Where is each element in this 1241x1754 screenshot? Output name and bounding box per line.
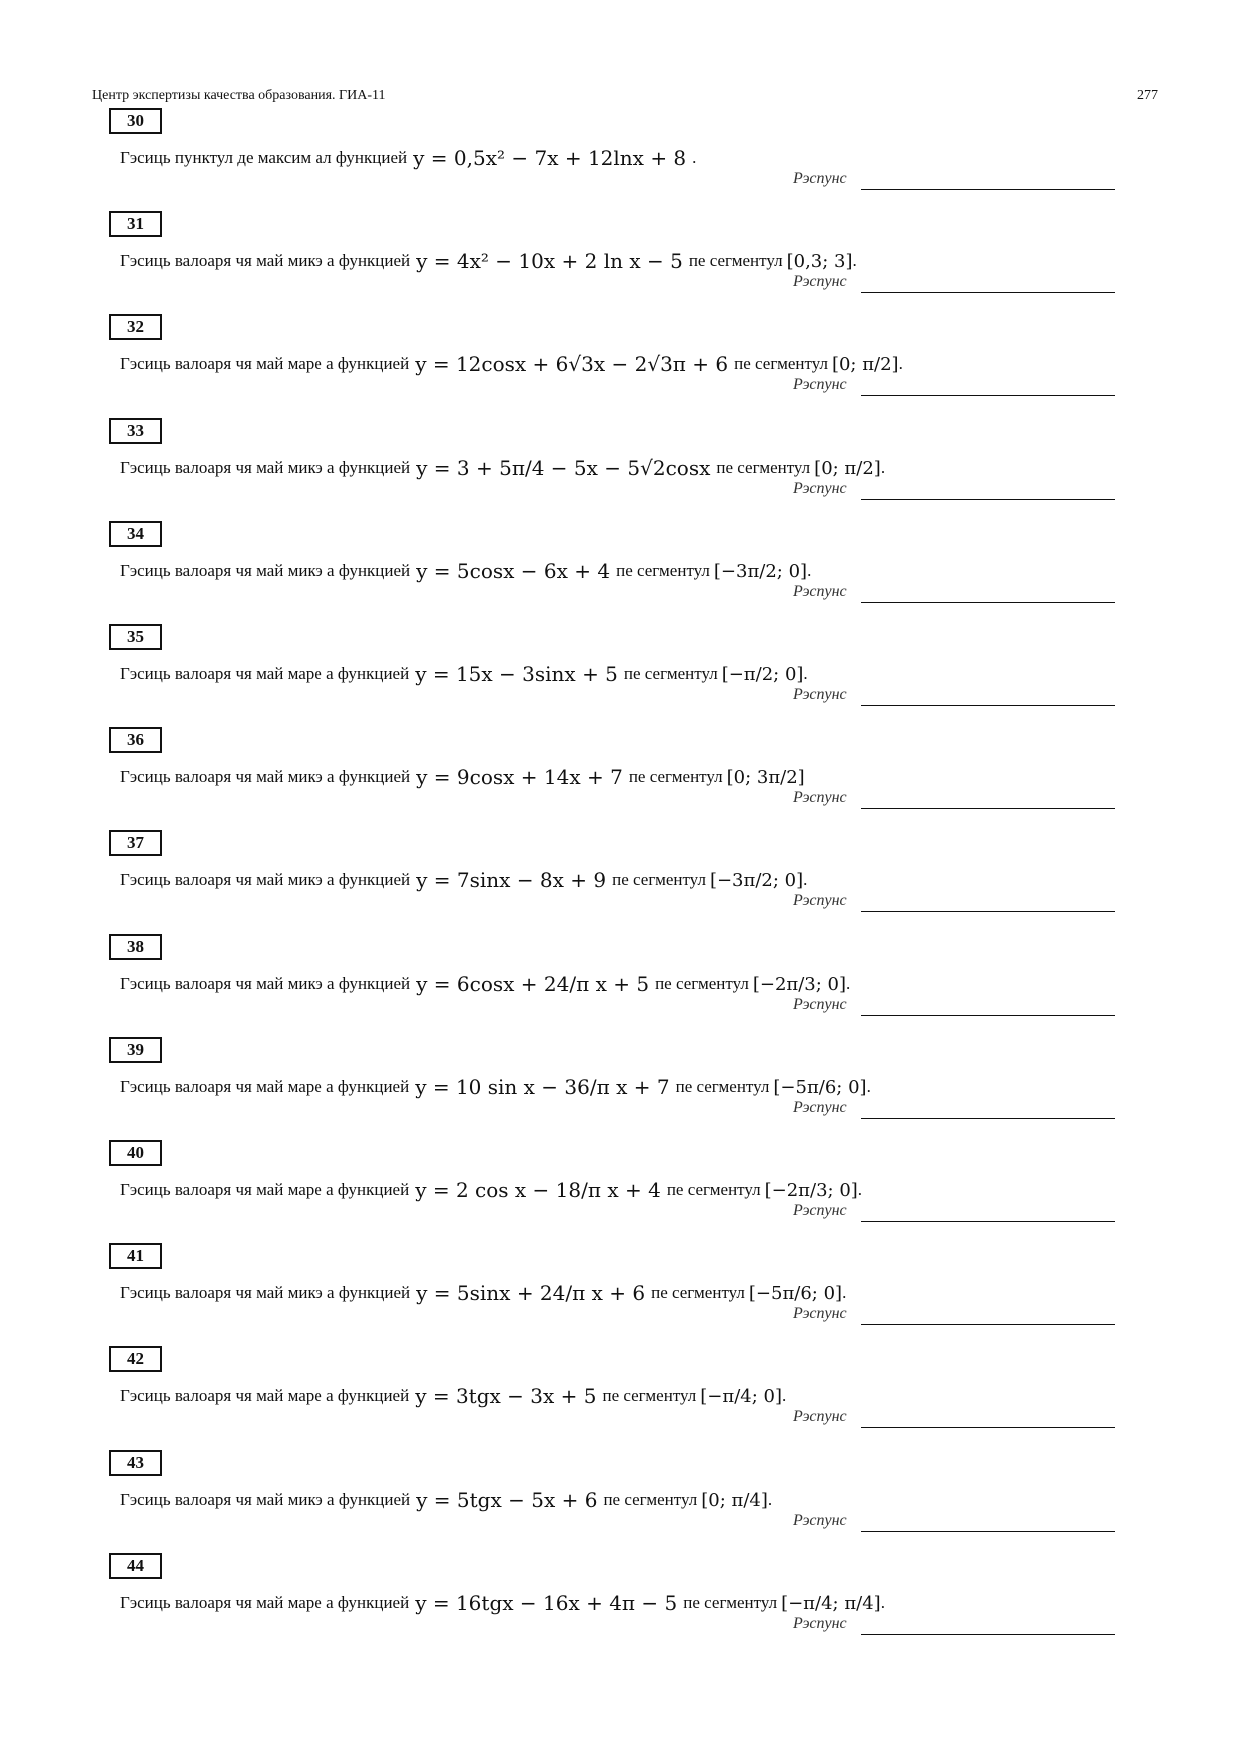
answer-field [793,686,1115,706]
segment-interval: [−5π/6; 0] [773,1076,867,1098]
task-formula: y = 10 sin x − 36/π x + 7 [415,1075,670,1099]
answer-line [861,1015,1115,1016]
task-formula: y = 12cosx + 6√3x − 2√3π + 6 [415,352,729,376]
answer-line [861,808,1115,809]
task-number: 36 [109,727,162,753]
task-formula: y = 16tgx − 16x + 4π − 5 [415,1591,678,1615]
task-number: 37 [109,830,162,856]
task-formula: y = 4x² − 10x + 2 ln x − 5 [416,249,683,273]
task-formula: y = 5sinx + 24/π x + 6 [416,1281,646,1305]
answer-label: Рэспунс [793,1512,847,1529]
statement-end: . [782,1386,787,1405]
segment-word: пе сегментул [666,1180,761,1199]
statement-end: . [898,354,903,373]
answer-field [793,583,1115,603]
task-prefix: Гэсиць валоаря чя май микэ а функцией [120,458,411,477]
answer-label: Рэспунс [793,996,847,1013]
answer-label: Рэспунс [793,583,847,600]
task-item [0,727,1241,823]
answer-line [861,189,1115,190]
task-number: 39 [109,1037,162,1063]
answer-line [861,911,1115,912]
statement-end: . [880,458,886,477]
answer-line [861,1221,1115,1222]
statement-end: . [880,1593,885,1612]
task-statement [120,1065,871,1109]
answer-label: Рэспунс [793,1408,847,1425]
task-formula: y = 3tgx − 3x + 5 [415,1384,597,1408]
segment-word: пе сегментул [734,354,828,373]
task-prefix: Гэсиць валоаря чя май микэ а функцией [120,870,411,889]
task-item [0,1140,1241,1236]
task-statement [120,1478,772,1522]
answer-field [793,376,1115,396]
task-prefix: Гэсиць валоаря чя май маре а функцией [120,1593,410,1612]
answer-line [861,1427,1115,1428]
answer-label: Рэспунс [793,1615,847,1632]
answer-label: Рэспунс [793,480,847,497]
task-formula: y = 2 cos x − 18/π x + 4 [415,1178,661,1202]
segment-interval: [−π/2; 0] [721,663,804,685]
task-prefix: Гэсиць валоаря чя май маре а функцией [120,1386,410,1405]
answer-label: Рэспунс [793,273,847,290]
task-number: 30 [109,108,162,134]
answer-field [793,1202,1115,1222]
segment-word: пе сегментул [603,1490,698,1509]
statement-end: . [692,148,697,167]
answer-field [793,1615,1115,1635]
task-statement [120,446,885,490]
segment-word: пе сегментул [628,767,723,786]
task-item [0,521,1241,617]
answer-label: Рэспунс [793,789,847,806]
task-statement [120,962,850,1006]
task-prefix: Гэсиць валоаря чя май маре а функцией [120,354,410,373]
task-number: 40 [109,1140,162,1166]
task-item [0,934,1241,1030]
task-statement [120,1271,846,1315]
task-number: 43 [109,1450,162,1476]
answer-label: Рэспунс [793,170,847,187]
answer-label: Рэспунс [793,686,847,703]
segment-word: пе сегментул [616,561,710,580]
segment-interval: [0,3; 3] [786,250,853,272]
task-item [0,1346,1241,1442]
answer-field [793,1408,1115,1428]
task-item [0,1553,1241,1649]
answer-line [861,705,1115,706]
segment-interval: [0; π/2] [831,353,899,375]
answer-label: Рэспунс [793,892,847,909]
answer-field [793,1305,1115,1325]
task-item [0,418,1241,514]
segment-interval: [−3π/2; 0] [713,560,808,582]
segment-interval: [−2π/3; 0] [764,1179,858,1201]
statement-end: . [803,664,808,683]
task-prefix: Гэсиць валоаря чя май маре а функцией [120,1077,410,1096]
answer-label: Рэспунс [793,1202,847,1219]
task-formula: y = 3 + 5π/4 − 5x − 5√2cosx [416,456,711,480]
task-statement [120,136,696,180]
answer-line [861,1531,1115,1532]
answer-field [793,1099,1115,1119]
answer-field [793,789,1115,809]
task-number: 44 [109,1553,162,1579]
task-item [0,211,1241,307]
task-prefix: Гэсиць валоаря чя май микэ а функцией [120,1283,411,1302]
task-formula: y = 0,5x² − 7x + 12lnx + 8 [413,146,687,170]
segment-interval: [−π/4; 0] [700,1385,782,1407]
task-formula: y = 5cosx − 6x + 4 [416,559,611,583]
answer-line [861,1634,1115,1635]
segment-interval: [−π/4; π/4] [781,1592,881,1614]
task-item [0,624,1241,720]
statement-end: . [807,561,812,580]
segment-word: пе сегментул [612,870,706,889]
answer-label: Рэспунс [793,1099,847,1116]
task-statement [120,549,811,593]
task-item [0,1243,1241,1339]
task-number: 38 [109,934,162,960]
task-statement [120,1168,862,1212]
task-number: 33 [109,418,162,444]
segment-word: пе сегментул [683,1593,778,1612]
answer-field [793,1512,1115,1532]
task-prefix: Гэсиць пунктул де максим ал функцией [120,148,408,167]
statement-end: . [767,1490,773,1509]
answer-field [793,480,1115,500]
task-prefix: Гэсиць валоаря чя май маре а функцией [120,1180,410,1199]
segment-word: пе сегментул [602,1386,697,1405]
task-prefix: Гэсиць валоаря чя май микэ а функцией [120,1490,411,1509]
segment-interval: [−5π/6; 0] [748,1282,843,1304]
statement-end: . [842,1283,847,1302]
header-title: Центр экспертизы качества образования. ГИА-11 [92,88,386,103]
task-statement [120,342,903,386]
answer-field [793,170,1115,190]
segment-word: пе сегментул [651,1283,745,1302]
answer-label: Рэспунс [793,376,847,393]
task-item [0,830,1241,926]
segment-interval: [−2π/3; 0] [752,973,847,995]
segment-word: пе сегментул [623,664,718,683]
task-formula: y = 7sinx − 8x + 9 [416,868,607,892]
answer-field [793,892,1115,912]
task-statement [120,652,808,696]
segment-word: пе сегментул [655,974,749,993]
segment-interval: [0; π/2] [814,457,881,479]
statement-end: . [857,1180,863,1199]
task-number: 42 [109,1346,162,1372]
task-prefix: Гэсиць валоаря чя май микэ а функцией [120,251,411,270]
task-item [0,1037,1241,1133]
task-prefix: Гэсиць валоаря чя май микэ а функцией [120,974,411,993]
task-item [0,1450,1241,1546]
task-number: 41 [109,1243,162,1269]
answer-label: Рэспунс [793,1305,847,1322]
segment-word: пе сегментул [675,1077,770,1096]
task-item [0,314,1241,410]
statement-end: . [866,1077,871,1096]
task-statement [120,755,805,799]
task-statement [120,239,857,283]
task-prefix: Гэсиць валоаря чя май микэ а функцией [120,767,411,786]
task-item [0,108,1241,204]
task-formula: y = 15x − 3sinx + 5 [415,662,618,686]
answer-field [793,996,1115,1016]
statement-end: . [846,974,851,993]
statement-end: . [803,870,808,889]
statement-end: . [852,251,857,270]
task-statement [120,858,807,902]
answer-field [793,273,1115,293]
page-header [92,88,1158,108]
answer-line [861,499,1115,500]
task-number: 35 [109,624,162,650]
segment-interval: [0; 3π/2] [726,766,805,788]
answer-line [861,1324,1115,1325]
segment-word: пе сегментул [688,251,783,270]
task-number: 32 [109,314,162,340]
answer-line [861,1118,1115,1119]
page-number: 277 [1137,88,1158,103]
task-number: 31 [109,211,162,237]
task-formula: y = 9cosx + 14x + 7 [416,765,623,789]
task-formula: y = 6cosx + 24/π x + 5 [416,972,650,996]
task-prefix: Гэсиць валоаря чя май микэ а функцией [120,561,411,580]
task-prefix: Гэсиць валоаря чя май маре а функцией [120,664,410,683]
answer-line [861,292,1115,293]
task-formula: y = 5tgx − 5x + 6 [416,1488,598,1512]
task-statement [120,1581,885,1625]
answer-line [861,395,1115,396]
segment-word: пе сегментул [716,458,811,477]
segment-interval: [0; π/4] [701,1489,768,1511]
task-statement [120,1374,786,1418]
task-number: 34 [109,521,162,547]
answer-line [861,602,1115,603]
segment-interval: [−3π/2; 0] [709,869,804,891]
